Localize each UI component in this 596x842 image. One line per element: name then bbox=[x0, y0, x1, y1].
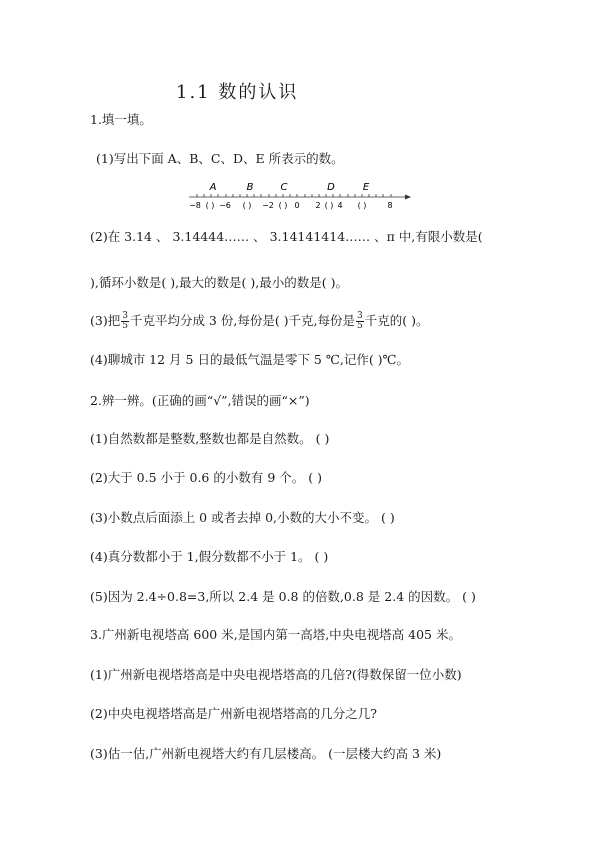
tick-label: 0 bbox=[294, 201, 300, 210]
tick-label: 4 bbox=[337, 201, 343, 210]
number-line-arrow bbox=[405, 195, 411, 200]
point-label-c: C bbox=[280, 182, 288, 193]
judge-item-3: (3)小数点后面添上 0 或者去掉 0,小数的大小不变。 ( ) bbox=[90, 510, 395, 525]
tick-label: −2 bbox=[262, 201, 274, 210]
fraction bbox=[121, 312, 129, 331]
number-line-ticks bbox=[197, 194, 391, 197]
judge-item-5: (5)因为 2.4÷0.8=3,所以 2.4 是 0.8 的倍数,0.8 是 2.4 的因数。 ( ) bbox=[90, 589, 476, 604]
point-label-d: D bbox=[327, 182, 335, 193]
number-line-tick-labels bbox=[189, 201, 392, 210]
judge-item-1: (1)自然数都是整数,整数也都是自然数。 ( ) bbox=[90, 431, 330, 446]
tick-label: ( ) bbox=[205, 201, 215, 210]
number-line bbox=[185, 180, 415, 214]
point-label-e: E bbox=[362, 182, 370, 193]
question-1-4: (4)聊城市 12 月 5 日的最低气温是零下 5 ℃,记作( )℃。 bbox=[90, 352, 410, 367]
tick-label: 2 bbox=[315, 201, 321, 210]
tick-label: ( ) bbox=[242, 201, 252, 210]
word-problem-3: (3)估一估,广州新电视塔大约有几层楼高。 (一层楼大约高 3 米) bbox=[90, 746, 442, 761]
section2-heading: 2.辨一辨。(正确的画“√”,错误的画“×”) bbox=[90, 393, 310, 408]
point-label-a: A bbox=[209, 182, 217, 193]
fraction-numerator: 3 bbox=[357, 311, 363, 321]
question-1-1: (1)写出下面 A、B、C、D、E 所表示的数。 bbox=[96, 151, 344, 166]
number-line-point-labels bbox=[209, 182, 370, 193]
fraction bbox=[356, 312, 364, 331]
section3-heading: 3.广州新电视塔高 600 米,是国内第一高塔,中央电视塔高 405 米。 bbox=[90, 627, 461, 642]
tick-label: ( ) bbox=[278, 201, 288, 210]
tick-label: −6 bbox=[219, 201, 231, 210]
tick-label: 8 bbox=[387, 201, 393, 210]
word-problem-2: (2)中央电视塔塔高是广州新电视塔塔高的几分之几? bbox=[90, 706, 377, 721]
section1-heading: 1.填一填。 bbox=[90, 112, 152, 127]
question-1-2-line2: ),循环小数是( ),最大的数是( ),最小的数是( )。 bbox=[90, 275, 348, 290]
point-label-b: B bbox=[246, 182, 254, 193]
fraction-denominator: 5 bbox=[357, 321, 363, 331]
tick-label: ( ) bbox=[324, 201, 334, 210]
q3-text-a: (3)把 bbox=[90, 313, 121, 328]
page-title: 1.1 数的认识 bbox=[176, 82, 299, 103]
q3-text-b: 千克平均分成 3 份,每份是( )千克,每份是 bbox=[129, 313, 356, 328]
word-problem-1: (1)广州新电视塔塔高是中央电视塔塔高的几倍?(得数保留一位小数) bbox=[90, 667, 462, 682]
fraction-numerator: 3 bbox=[122, 311, 128, 321]
question-1-3 bbox=[90, 309, 429, 333]
judge-item-4: (4)真分数都小于 1,假分数都不小于 1。 ( ) bbox=[90, 549, 329, 564]
question-1-2-line1: (2)在 3.14 、 3.14444…… 、 3.14141414…… 、π 中,有限小数是( bbox=[90, 229, 483, 244]
fraction-denominator: 5 bbox=[122, 321, 128, 331]
tick-label: −8 bbox=[189, 201, 201, 210]
judge-item-2: (2)大于 0.5 小于 0.6 的小数有 9 个。 ( ) bbox=[90, 470, 322, 485]
q3-text-c: 千克的( )。 bbox=[364, 313, 429, 328]
tick-label: ( ) bbox=[357, 201, 367, 210]
